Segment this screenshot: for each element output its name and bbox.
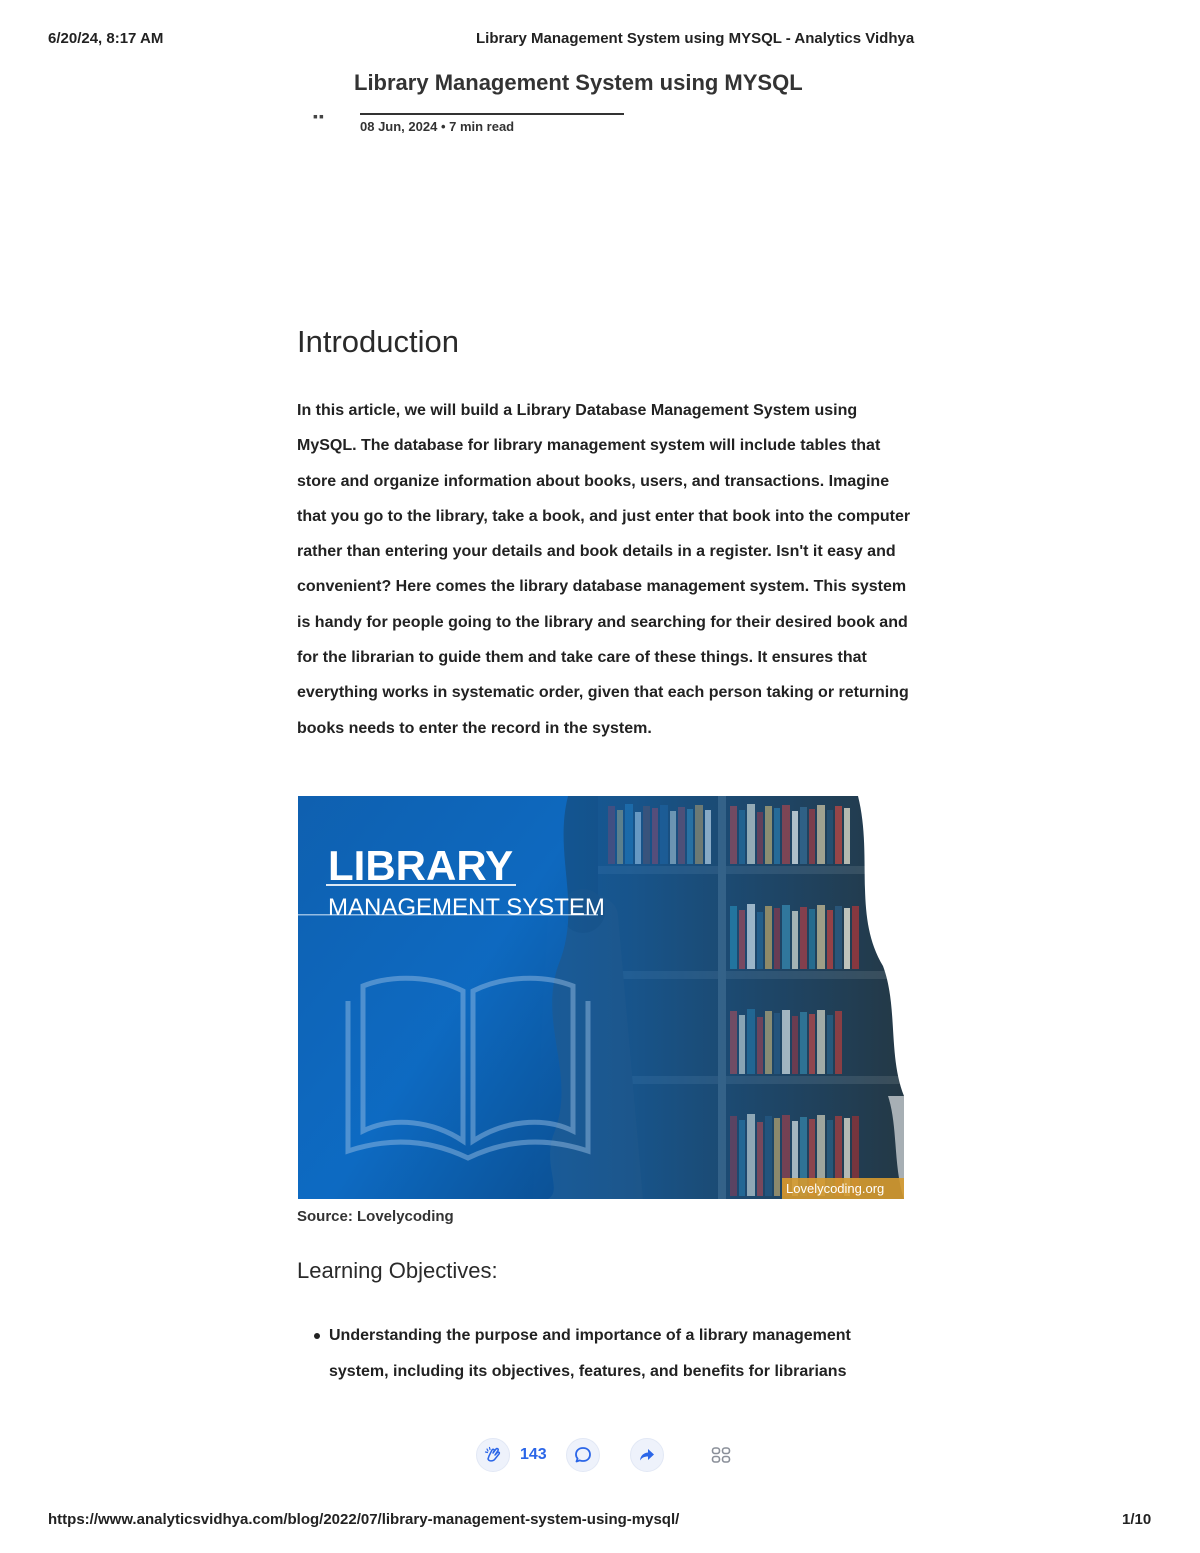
hero-watermark: Lovelycoding.org <box>786 1181 885 1196</box>
learning-objectives-heading: Learning Objectives: <box>297 1258 498 1283</box>
more-options-button[interactable] <box>704 1438 738 1472</box>
share-button[interactable] <box>630 1438 664 1472</box>
article-meta: 08 Jun, 2024 • 7 min read <box>360 119 515 134</box>
list-item: Understanding the purpose and importance of a library management system, including its objectives, features, and benefits for librarians <box>297 1318 907 1389</box>
clap-count: 143 <box>520 1446 547 1463</box>
share-icon <box>637 1445 657 1465</box>
image-caption: Source: Lovelycoding <box>297 1208 454 1225</box>
page-number: 1/10 <box>1122 1511 1152 1528</box>
clap-button[interactable] <box>476 1438 510 1472</box>
clap-icon <box>483 1445 503 1465</box>
learning-objectives-list <box>297 1318 907 1389</box>
hero-title-line1: LIBRARY <box>328 842 514 889</box>
hero-image <box>298 796 904 1199</box>
print-date: 6/20/24, 8:17 AM <box>48 30 164 47</box>
intro-heading: Introduction <box>297 324 459 359</box>
print-page-title: Library Management System using MYSQL - Analytics Vidhya <box>476 30 915 47</box>
author-divider <box>360 113 624 115</box>
hero-title-line2: MANAGEMENT SYSTEM <box>328 894 605 921</box>
article-title: Library Management System using MYSQL <box>354 70 803 95</box>
author-avatar[interactable]: ▪▪ <box>313 108 325 124</box>
comment-button[interactable] <box>566 1438 600 1472</box>
comment-icon <box>573 1445 593 1465</box>
footer-url[interactable]: https://www.analyticsvidhya.com/blog/2022/07/library-management-system-using-mysql/ <box>48 1511 680 1528</box>
grid-icon <box>710 1444 732 1466</box>
intro-paragraph: In this article, we will build a Library Database Management System using MySQL. The database for library management system will include tables that store and organize information about books, users, and transactions. Imagine that you go to the library, take a book, and just enter that book into the computer rather than entering your details and book details in a register. Isn't it easy and convenient? Here comes the library database management system. This system is handy for people going to the library and searching for their desired book and for the librarian to guide them and take care of these things. It ensures that everything works in systematic order, given that each person taking or returning books needs to enter the record in the system. <box>297 402 911 737</box>
